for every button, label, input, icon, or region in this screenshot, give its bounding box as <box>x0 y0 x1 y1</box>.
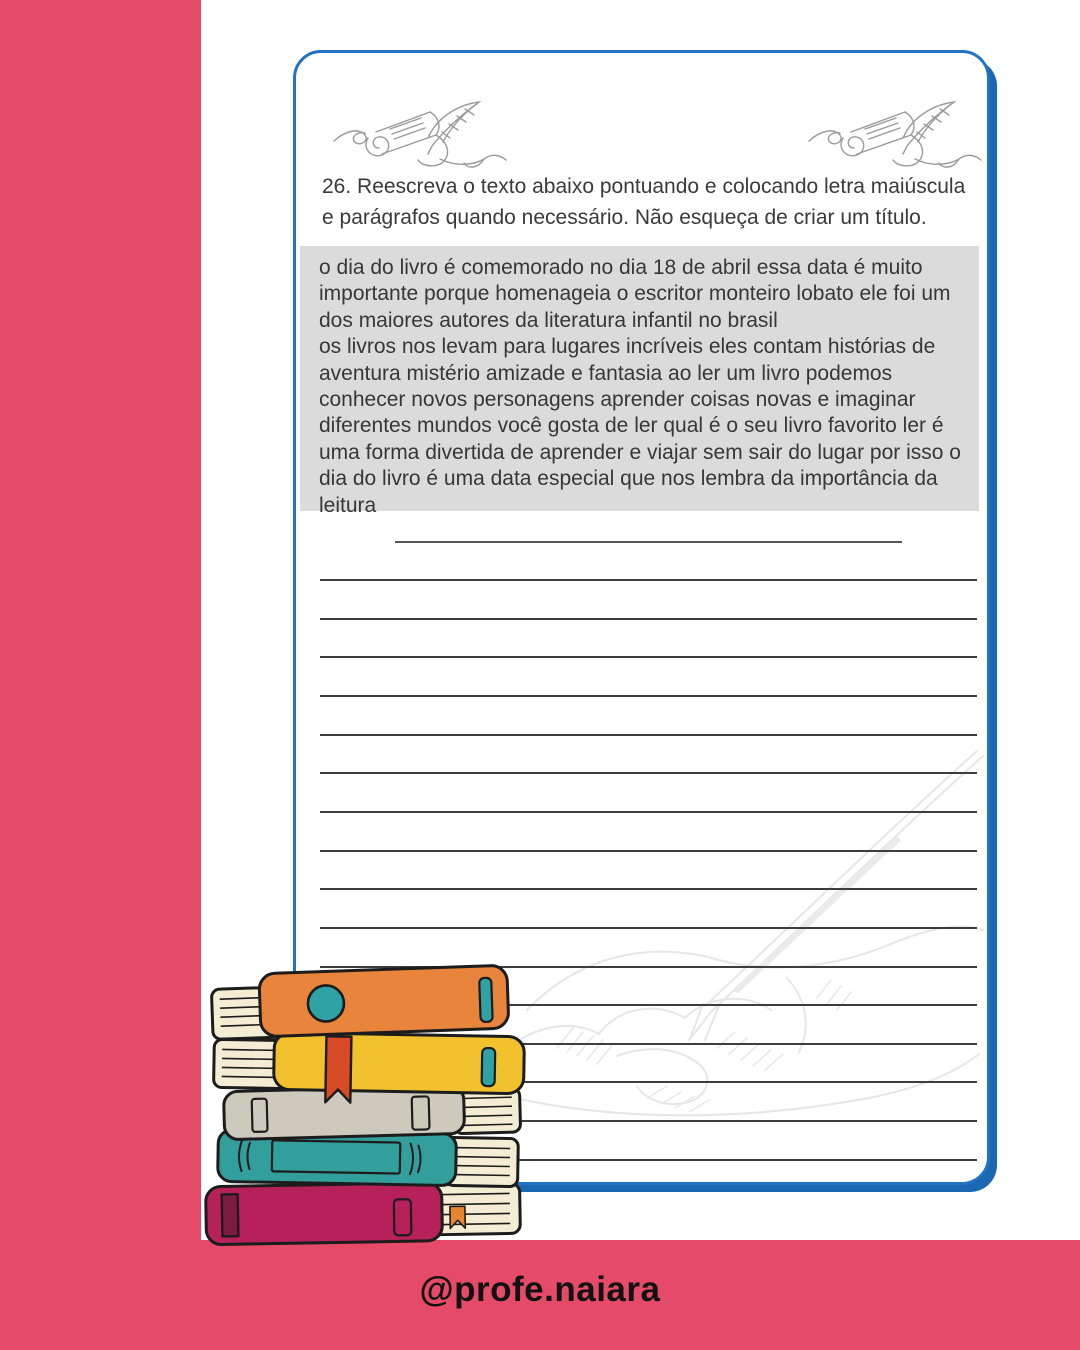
writing-line <box>320 772 977 774</box>
writing-line <box>320 888 977 890</box>
passage-box <box>300 246 979 517</box>
scroll-quill-icon-left <box>332 97 508 169</box>
exercise-instruction: 26. Reescreva o texto abaixo pontuando e colocando letra maiúscula e parágrafos quando necessário. Não esqueça de criar um título. <box>322 175 966 229</box>
passage-paragraph-1: o dia do livro é comemorado no dia 18 de abril essa data é muito importante porque homenageia o escritor monteiro lobato ele foi um dos maiores autores da literatura infantil no brasil <box>319 256 951 332</box>
title-line <box>395 541 902 543</box>
writing-line <box>320 618 977 620</box>
scroll-quill-icon-right <box>807 97 983 169</box>
writing-line <box>320 734 977 736</box>
writing-line <box>320 695 977 697</box>
writing-line <box>320 579 977 581</box>
footer-handle: @profe.naiara <box>419 1270 661 1309</box>
writing-line <box>320 927 977 929</box>
passage-paragraph-2: os livros nos levam para lugares incríveis eles contam histórias de aventura mistério amizade e fantasia ao ler um livro podemos conhecer novos personagens aprender coisas novas e imaginar diferentes mundos você gosta de ler qual é o seu livro favorito ler é uma forma divertida de aprender e viajar sem sair do lugar por isso o dia do livro é uma data especial que nos lembra da importância da leitura <box>319 335 961 517</box>
writing-line <box>320 656 977 658</box>
book-stack-icon <box>198 960 532 1248</box>
writing-line <box>320 850 977 852</box>
bottom-frame-band <box>0 1240 1080 1350</box>
writing-line <box>320 811 977 813</box>
left-frame-band <box>0 0 201 1350</box>
